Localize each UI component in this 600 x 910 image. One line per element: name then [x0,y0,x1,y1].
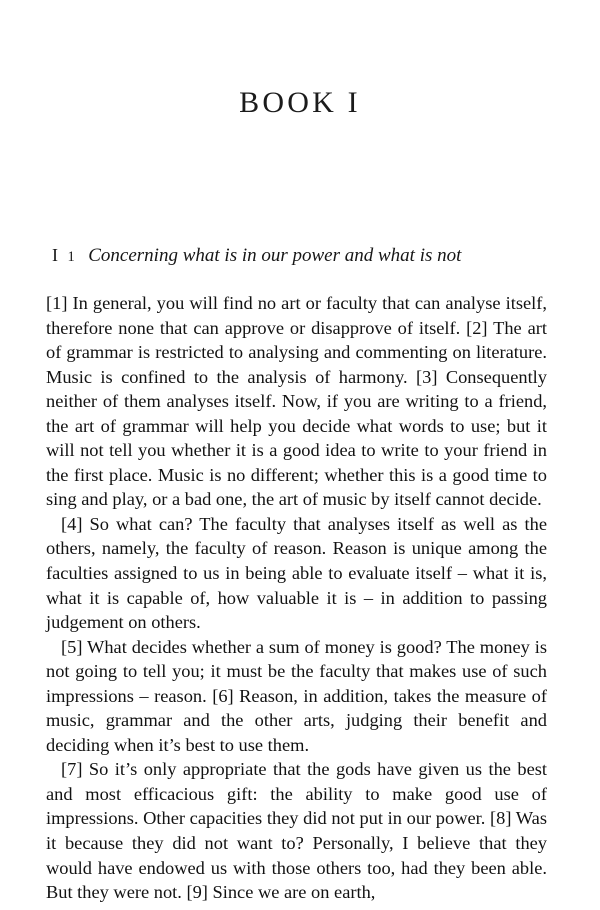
chapter-heading [46,244,547,268]
paragraph: [1] In general, you will find no art or faculty that can analyse itself, therefore none that can approve or disapprove of itself. [2] The art of grammar is restricted to analysing and commenting on literature. Music is confined to the analysis of harmony. [3] Consequently neither of them analyses itself. Now, if you are writing to a friend, the art of grammar will help you decide what words to use; but it will not tell you whether it is a good idea to write to your friend in the first place. Music is no different; whether this is a good time to sing and play, or a bad one, the art of music by itself cannot decide. [46,293,547,510]
paragraph: [7] So it’s only appropriate that the gods have given us the best and most efficacious gift: the ability to make good use of impressions. Other capacities they did not put in our power. [8] Was it because they did not want to? Personally, I believe that they would have endowed us with those others too, had they been able. But they were not. [9] Since we are on earth, [46,759,547,903]
chapter-number: 1 [67,248,76,265]
paragraph: [5] What decides whether a sum of money is good? The money is not going to tell you; it must be the faculty that makes use of such impressions – reason. [6] Reason, in addition, takes the measure of music, grammar and the other arts, judging their benefit and deciding when it’s best to use them. [46,636,547,755]
chapter-title: Concerning what is in our power and what is not [88,245,462,266]
paragraph: [4] So what can? The faculty that analyses itself as well as the others, namely, the faculty of reason. Reason is unique among the faculties assigned to us in being able to evaluate itself – what it is, what it is capable of, how valuable it is – in addition to passing judgement on others. [46,513,547,633]
body-text [46,291,547,905]
chapter-book-numeral: I [52,245,59,265]
book-title: BOOK I [239,86,361,119]
